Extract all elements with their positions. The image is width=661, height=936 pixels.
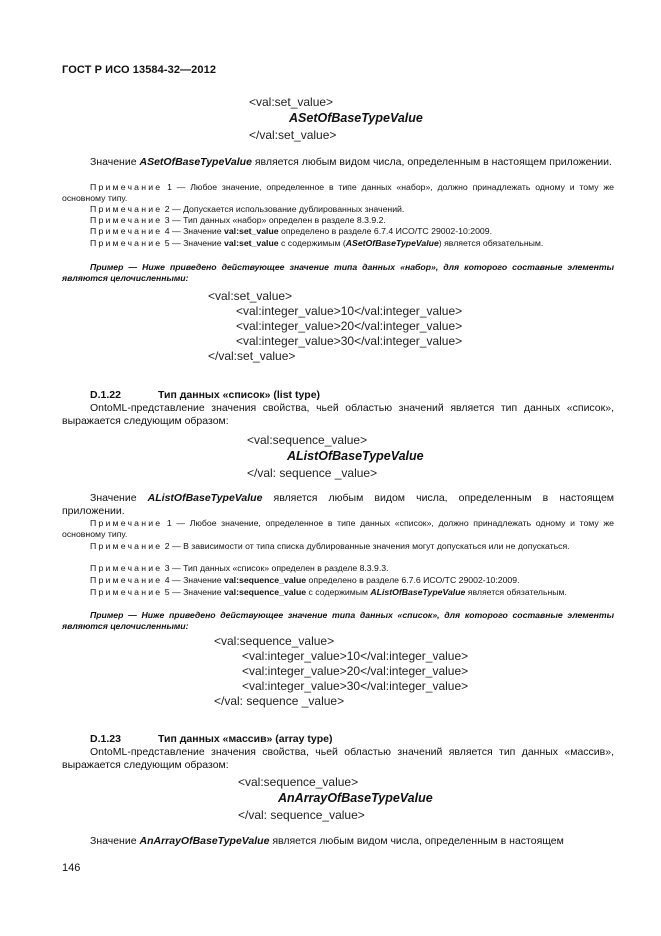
set-note-5: Примечание 5 — Значение val:set_value с содержимым (ASetOfBaseTypeValue) является обязательным. [90,238,544,248]
list-block-type: AListOfBaseTypeValue [287,449,424,463]
list-example-close: </val: sequence _value> [214,694,345,708]
set-block-open: <val:set_value> [249,95,334,109]
array-block-open: <val:sequence_value> [238,775,359,789]
set-example-close: </val:set_value> [208,349,296,363]
section-list-intro: OntoML-представление значения свойства, чьей областью значений является тип данных «список», выражается следующим образом: [62,402,614,427]
list-block-close: </val: sequence _value> [247,466,378,480]
set-example: Пример — Ниже приведено действующее значение типа данных «набор», для которого составные элементы являются целочисленными: [62,262,614,283]
section-heading-array: D.1.23 Тип данных «массив» (array type) [90,733,333,745]
set-example-line-3: <val:integer_value>30</val:integer_value> [236,334,463,348]
array-block-close: </val: sequence_value> [238,808,365,822]
list-block-open: <val:sequence_value> [247,433,368,447]
set-note-2: Примечание 2 — Допускается использование дублированных значений. [90,204,405,214]
list-note-4: Примечание 4 — Значение val:sequence_value определено в разделе 6.7.6 ИСО/ТС 29002-10:2009. [90,575,520,585]
set-note-3: Примечание 3 — Тип данных «набор» определен в разделе 8.3.9.2. [90,215,386,225]
list-description: Значение AListOfBaseTypeValue является любым видом числа, определенным в настоящем приложении. [62,492,615,517]
array-block-type: AnArrayOfBaseTypeValue [278,791,433,805]
list-example-line-3: <val:integer_value>30</val:integer_value> [242,679,469,693]
array-description: Значение AnArrayOfBaseTypeValue является любым видом числа, определенным в настоящем [90,835,564,847]
list-note-5: Примечание 5 — Значение val:sequence_value с содержимым AListOfBaseTypeValue является обязательным. [90,587,567,597]
page-number: 146 [62,862,81,874]
list-example-line-2: <val:integer_value>20</val:integer_value> [242,664,469,678]
set-block-type: ASetOfBaseTypeValue [289,111,423,125]
section-heading-list: D.1.22 Тип данных «список» (list type) [90,389,321,401]
document-header: ГОСТ Р ИСО 13584-32—2012 [62,64,217,76]
list-example-line-1: <val:integer_value>10</val:integer_value> [242,649,469,663]
set-block-close: </val:set_value> [249,128,337,142]
list-note-2: Примечание 2 — В зависимости от типа списка дублированные значения могут допускаться или не допускаться. [90,541,570,551]
set-description: Значение ASetOfBaseTypeValue является любым видом числа, определенным в настоящем приложении. [90,156,612,168]
list-note-3: Примечание 3 — Тип данных «список» определен в разделе 8.3.9.3. [90,563,389,573]
section-array-intro: OntoML-представление значения свойства, чьей областью значений является тип данных «массив», выражается следующим образом: [62,746,614,771]
set-example-line-1: <val:integer_value>10</val:integer_value> [236,304,463,318]
list-example: Пример — Ниже приведено действующее значение типа данных «список», для которого составные элементы являются целочисленными: [62,610,614,631]
set-example-open: <val:set_value> [208,289,293,303]
list-example-open: <val:sequence_value> [214,634,335,648]
set-example-line-2: <val:integer_value>20</val:integer_value> [236,319,463,333]
set-note-4: Примечание 4 — Значение val:set_value определено в разделе 6.7.4 ИСО/ТС 29002-10:2009. [90,226,492,236]
set-note-1: Примечание 1 — Любое значение, определенное в типе данных «набор», должно принадлежать одному и тому же основному типу. [62,182,614,203]
list-note-1: Примечание 1 — Любое значение, определенное в типе данных «список», должно принадлежать одному и тому же основному типу. [62,518,614,539]
